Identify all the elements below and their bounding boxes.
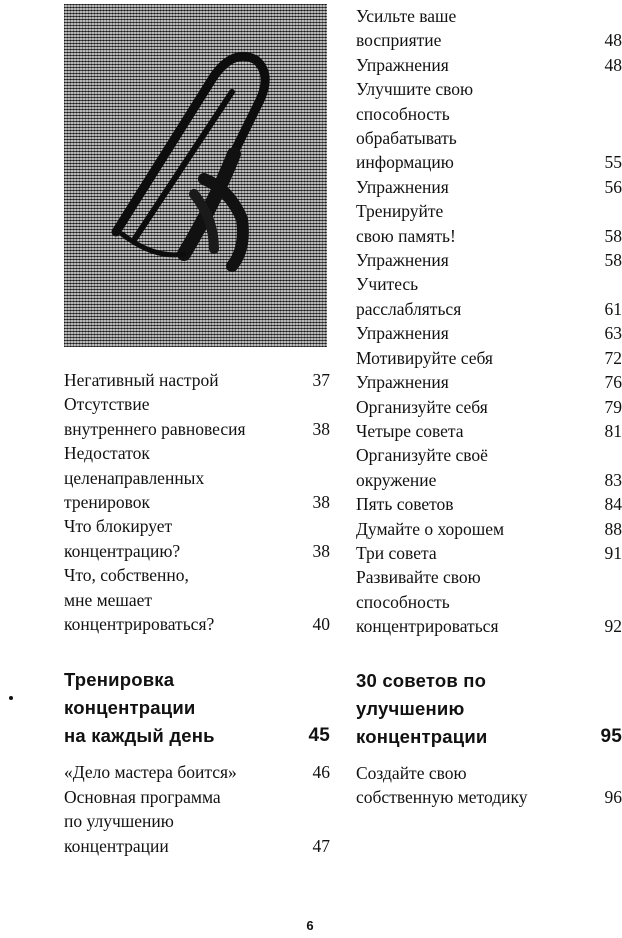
toc-entry-title-line: концентрацию?	[64, 540, 181, 561]
toc-section-heading-title-line: 30 советов по	[356, 669, 487, 691]
toc-entry-title-line: по улучшению	[64, 811, 174, 832]
toc-entry-title-line: мне мешает	[64, 589, 153, 610]
toc-entry-page-number: 81	[604, 420, 622, 441]
toc-entry-title-line: Отсутствие	[64, 394, 150, 415]
toc-section-heading-page-number: 45	[308, 725, 330, 747]
toc-entry[interactable]	[356, 517, 622, 541]
toc-entry[interactable]	[356, 53, 622, 77]
toc-entry-page-number: 58	[604, 225, 622, 246]
illustration-image	[64, 4, 327, 347]
toc-section-heading-title-line: улучшению	[356, 697, 465, 719]
toc-entry-title	[356, 395, 592, 419]
toc-entry-title	[356, 443, 592, 492]
toc-entry-title-line: целенаправленных	[64, 467, 205, 488]
toc-entry-title-line: «Дело мастера боится»	[64, 762, 237, 783]
toc-entry-page-number: 46	[312, 762, 330, 783]
toc-entry-title	[356, 175, 592, 199]
toc-entry[interactable]	[356, 346, 622, 370]
toc-entry[interactable]	[356, 541, 622, 565]
toc-entry-title-line: Недостаток	[64, 443, 150, 464]
toc-entry-page-number: 55	[604, 152, 622, 173]
toc-entry-page-number: 48	[604, 30, 622, 51]
toc-entry-title	[64, 563, 300, 636]
toc-entry-page-number: 38	[312, 492, 330, 513]
toc-entry-page-number: 40	[312, 614, 330, 635]
toc-entry-title-line: Упражнения	[356, 250, 449, 271]
toc-entry-title-line: концентрации	[64, 835, 169, 856]
toc-entry-title	[356, 199, 592, 248]
paperclip-hand-drawing	[64, 4, 327, 347]
toc-entry-title-line: Упражнения	[356, 176, 449, 197]
toc-entry-page-number: 83	[604, 469, 622, 490]
toc-entry-title	[356, 4, 592, 53]
toc-entry-title-line: Усильте ваше	[356, 6, 457, 26]
toc-entry[interactable]	[356, 395, 622, 419]
toc-entry-title-line: Четыре совета	[356, 420, 464, 441]
toc-entry-title-line: способность	[356, 591, 450, 612]
toc-entry[interactable]	[64, 368, 330, 392]
toc-entry-page-number: 79	[604, 396, 622, 417]
toc-entry-title-line: расслабляться	[356, 298, 462, 319]
toc-section-heading-title-line: на каждый день	[64, 725, 215, 747]
toc-entry-page-number: 48	[604, 54, 622, 75]
toc-entry-title-line: Упражнения	[356, 323, 449, 344]
toc-entry-title	[356, 492, 592, 516]
toc-entry-title-line: Три совета	[356, 542, 437, 563]
toc-entry-page-number: 88	[604, 518, 622, 539]
toc-entry-title-line: внутреннего равновесия	[64, 418, 246, 439]
toc-entry[interactable]	[64, 785, 330, 858]
toc-entry-page-number: 37	[312, 370, 330, 390]
toc-left-column	[64, 368, 330, 858]
toc-entry-title-line: Упражнения	[356, 54, 449, 75]
toc-entry[interactable]	[64, 441, 330, 514]
toc-entry-title-line: Думайте о хорошем	[356, 518, 505, 539]
toc-entry-page-number: 47	[312, 835, 330, 856]
toc-entry-title-line: Улучшите свою	[356, 79, 474, 100]
toc-entry-title	[356, 321, 592, 345]
toc-entry-title	[356, 565, 592, 638]
toc-entry-title	[356, 517, 592, 541]
toc-entry-title	[356, 761, 592, 810]
toc-entry-page-number: 72	[604, 347, 622, 368]
toc-section-heading-title	[356, 667, 582, 751]
toc-section-heading-title	[64, 666, 290, 750]
toc-entry[interactable]	[356, 248, 622, 272]
toc-entry-page-number: 58	[604, 250, 622, 271]
toc-entry-title-line: информацию	[356, 152, 454, 173]
toc-entry-title-line: Учитесь	[356, 274, 419, 295]
toc-entry-page-number: 38	[312, 418, 330, 439]
toc-entry-page-number: 38	[312, 540, 330, 561]
toc-entry-title-line: Организуйте себя	[356, 396, 488, 417]
toc-section-heading-title-line: концентрации	[356, 725, 488, 747]
toc-entry-title	[64, 760, 300, 784]
toc-section-heading-title-line: концентрации	[64, 697, 196, 719]
toc-entry[interactable]	[356, 761, 622, 810]
toc-entry-page-number: 76	[604, 372, 622, 393]
toc-right-column	[356, 4, 622, 809]
toc-entry[interactable]	[356, 175, 622, 199]
toc-entry-title-line: Организуйте своё	[356, 445, 488, 466]
toc-entry-title-line: восприятие	[356, 30, 442, 51]
toc-entry[interactable]	[356, 77, 622, 175]
toc-entry-page-number: 63	[604, 323, 622, 344]
toc-entry-title	[64, 392, 300, 441]
toc-entry-title-line: способность	[356, 103, 450, 124]
toc-entry-title-line: Создайте свою	[356, 762, 467, 783]
toc-entry[interactable]	[356, 272, 622, 321]
toc-entry-title-line: Что, собственно,	[64, 565, 189, 586]
toc-entry-page-number: 92	[604, 616, 622, 637]
toc-section-heading-page-number: 95	[600, 725, 622, 747]
toc-entry[interactable]	[356, 419, 622, 443]
toc-entry-title	[64, 368, 300, 392]
toc-entry-title	[64, 441, 300, 514]
toc-entry[interactable]	[356, 199, 622, 248]
toc-entry[interactable]	[356, 492, 622, 516]
toc-entry-page-number: 61	[604, 298, 622, 319]
toc-entry-title-line: собственную методику	[356, 786, 528, 807]
toc-entry[interactable]	[64, 563, 330, 636]
toc-entry[interactable]	[356, 321, 622, 345]
toc-entry-title-line: Что блокирует	[64, 516, 173, 537]
toc-entry-title	[356, 77, 592, 175]
toc-entry-page-number: 91	[604, 542, 622, 563]
toc-entry-title-line: концентрироваться	[356, 616, 499, 637]
toc-entry-title-line: свою память!	[356, 225, 456, 246]
toc-entry-page-number: 96	[604, 786, 622, 807]
toc-section-heading[interactable]	[356, 667, 622, 751]
toc-entry-title	[356, 53, 592, 77]
toc-entry-title-line: Упражнения	[356, 372, 449, 393]
toc-entry[interactable]	[64, 760, 330, 784]
toc-entry[interactable]	[64, 392, 330, 441]
toc-entry-title	[356, 541, 592, 565]
toc-entry-title-line: Негативный настрой	[64, 370, 219, 390]
toc-section-heading-title-line: Тренировка	[64, 669, 175, 691]
toc-entry-title	[356, 248, 592, 272]
toc-entry-title-line: Пять советов	[356, 494, 454, 515]
toc-entry-title-line: Развивайте свою	[356, 567, 481, 588]
toc-entry[interactable]	[356, 443, 622, 492]
toc-entry-page-number: 84	[604, 494, 622, 515]
toc-entry[interactable]	[356, 565, 622, 638]
toc-entry-title-line: обрабатывать	[356, 128, 457, 149]
toc-entry-title-line: тренировок	[64, 492, 151, 513]
toc-entry-title	[356, 370, 592, 394]
toc-entry[interactable]	[64, 514, 330, 563]
toc-entry-title	[64, 514, 300, 563]
toc-entry-title-line: Тренируйте	[356, 201, 444, 222]
toc-entry-title	[356, 419, 592, 443]
toc-entry-title	[356, 346, 592, 370]
toc-entry-title	[356, 272, 592, 321]
toc-entry-title	[64, 785, 300, 858]
toc-entry-title-line: Основная программа	[64, 786, 221, 807]
toc-section-heading[interactable]	[64, 666, 330, 750]
toc-entry-page-number: 56	[604, 176, 622, 197]
page-number: 6	[306, 918, 314, 933]
toc-entry[interactable]	[356, 4, 622, 53]
print-speck	[9, 696, 13, 700]
toc-entry-title-line: концентрироваться?	[64, 614, 215, 635]
toc-entry[interactable]	[356, 370, 622, 394]
toc-entry-title-line: окружение	[356, 469, 437, 490]
toc-entry-title-line: Мотивируйте себя	[356, 347, 493, 368]
